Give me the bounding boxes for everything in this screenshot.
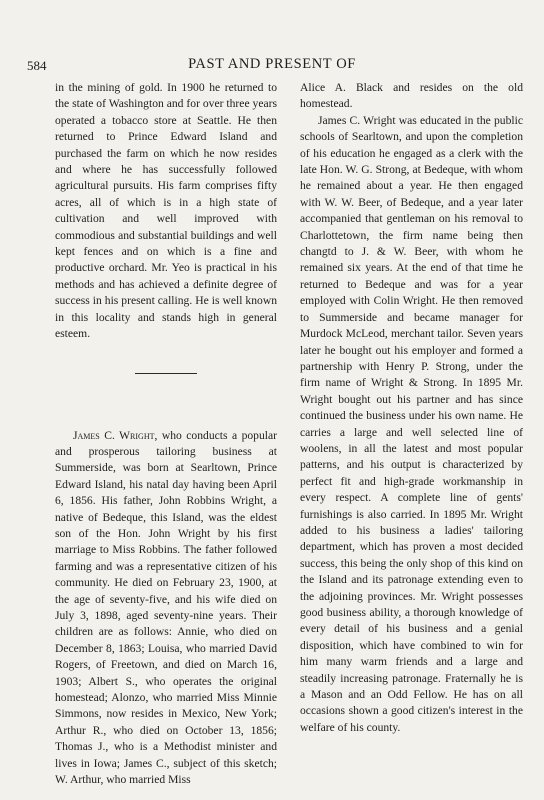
running-title: PAST AND PRESENT OF — [188, 56, 356, 72]
paragraph-continued: Alice A. Black and resides on the old homestead. — [300, 81, 523, 111]
page-number: 584 — [27, 58, 47, 73]
subject-name: James C. Wright — [73, 428, 155, 442]
left-column — [55, 80, 277, 788]
page-header — [0, 56, 544, 76]
right-column — [300, 80, 523, 736]
paragraph-wright-intro-text: , who conducts a popular and prosperous tailoring business at Summerside, was born at Searltown, Prince Edward Island, his natal day having been April 6, 1856. His father, John Robbins Wright, a native of Bedeque, this Island, was the eldest son of the Hon. John Wright by his first marriage to Miss Robbins. The father followed farming and was a representative citizen of his community. He died on February 23, 1900, at the age of seventy-five, and his wife died on July 3, 1898, aged seventy-nine years. Their children are as follows: Annie, who died on December 8, 1863; Louisa, who married David Rogers, of Freetown, and died on March 16, 1903; Albert S., who operates the original homestead; Alonzo, who married Miss Minnie Simmons, now resides in Mexico, New York; Arthur R., who died on October 13, 1856; Thomas J., who is a Methodist minister and lives in Iowa; James C., subject of this sketch; W. Arthur, who married Miss — [55, 428, 277, 787]
paragraph-wright-career: James C. Wright was educated in the public schools of Searltown, and upon the completion of his education he engaged as a clerk with the late Hon. W. G. Strong, at Bedeque, with whom he remained about a year. He then engaged with W. W. Beer, of Bedeque, and a year later accompanied that gentleman on his removal to Charlottetown, the firm name being then changtd to J. & W. Beer, with whom he remained six years. At the end of that time he returned to Bedeque and was for a year employed with Colin Wright. He then removed to Summerside and became manager for Murdock McLeod, merchant tailor. Seven years later he bought out his employer and formed a partnership with Henry P. Strong, under the firm name of Wright & Strong. In 1895 Mr. Wright bought out his partner and has since continued the business under his own name. He carries a large and well selected line of woolens, in all the latest and most popular patterns, and his output is characterized by perfect fit and high-grade workmanship in every respect. A complete line of gents' furnishings is also carried. In 1895 Mr. Wright added to his business a ladies' tailoring department, which has proven a most decided success, this being the only shop of this kind on the Island and its patronage extending even to the adjoining provinces. Mr. Wright possesses good business ability, a thorough knowledge of every detail of his business and a genial disposition, which have combined to win for him many warm friends and a large and steadily increasing patronage. Fraternally he is a Mason and an Odd Fellow. He has on all occasions shown a good citizen's interest in the welfare of his county. — [300, 113, 523, 734]
section-divider — [135, 373, 197, 374]
paragraph-wright-intro — [55, 428, 277, 789]
paragraph-yeo-continued: in the mining of gold. In 1900 he returned to the state of Washington and for over three years operated a tobacco store at Seattle. He then returned to Prince Edward Island and purchased the farm on which he now resides and where he has successfully followed agricultural pursuits. His farm comprises fifty acres, all of which is in a high state of cultivation and well improved with commodious and substantial buildings and well kept fences and on which is a fine and productive orchard. Mr. Yeo is practical in his methods and has achieved a definite degree of success in his present calling. He is well known in this locality and stands high in general esteem. — [55, 81, 277, 341]
